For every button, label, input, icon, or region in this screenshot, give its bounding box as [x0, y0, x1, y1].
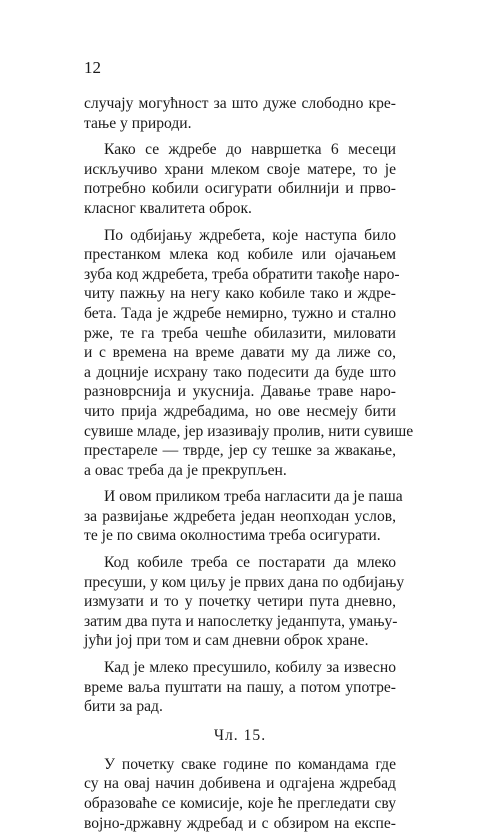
text-line: чито прија ждребадима, но ове несмеју бити: [84, 402, 396, 420]
paragraph-gap: [84, 219, 396, 226]
text-line: разноврснија и укуснија. Давање траве наро-: [84, 383, 396, 401]
text-line: те је по свима околностима треба осигурати.: [84, 527, 381, 545]
paragraph: [84, 94, 396, 133]
text-line: бити за рад.: [84, 698, 163, 716]
text-line: зуба код ждребета, треба обратити такође наро-: [84, 265, 400, 283]
text-line: образоваће се комисије, које ће прегледати сву: [84, 795, 396, 812]
text-line: јући јој при том и сам дневни оброк хране.: [84, 632, 369, 650]
text-line: По одбијању ждребета, које наступа било: [104, 226, 396, 244]
text-line: су на овај начин добивена и одгајена ждребад: [84, 775, 396, 793]
text-line: престанком млека код кобиле или ојачањем: [84, 246, 396, 264]
paragraph-gap: [84, 651, 396, 658]
text-line: тање у природи.: [84, 114, 192, 132]
text-line: Како се ждребе до навршетка 6 месеци: [104, 141, 396, 159]
text-line: Код кобиле треба се постарати да млеко: [104, 554, 396, 572]
text-line: а овас треба да је прекрупљен.: [84, 461, 287, 479]
text-line: за развијање ждребета један неопходан услов,: [84, 507, 396, 525]
paragraph: [84, 140, 396, 218]
body-text: [84, 94, 414, 833]
text-line: пресуши, у ком циљу је првих дана по одбијању: [84, 573, 405, 591]
paragraph-gap: [84, 546, 396, 553]
text-line: војно-државну ждребад и с обзиром на експе-: [84, 814, 396, 832]
section-heading: Чл. 15.: [213, 726, 267, 744]
text-line: И овом приликом треба нагласити да је паша: [104, 488, 403, 506]
text-line: Кад је млеко пресушило, кобилу за извесно: [104, 659, 396, 677]
text-line: престареле — тврде, јер су тешке за жвакање,: [84, 442, 396, 460]
paragraph-gap: [84, 133, 396, 140]
text-line: измузати и то у почетку четири пута дневно,: [84, 593, 396, 611]
page-number: 12: [84, 58, 101, 77]
text-line: читу пажњу на негу како кобиле тако и ждре-: [84, 285, 396, 303]
text-line: рже, те га треба чешће обилазити, миловати: [84, 324, 396, 342]
text-line: искључиво храни млеком своје матере, то је: [84, 160, 396, 178]
paragraph: [84, 658, 396, 717]
text-line: бета. Тада је ждребе немирно, тужно и стално: [84, 304, 396, 322]
paragraph: [84, 226, 414, 481]
text-line: класног квалитета оброк.: [84, 199, 252, 217]
text-line: а доцније исхрану тако подесити да буде што: [84, 363, 396, 381]
paragraph: [84, 755, 396, 833]
text-line: У почетку сваке године по командама где: [104, 755, 396, 773]
text-line: сувише младе, јер изазивају пролив, нити сувише: [84, 422, 414, 440]
paragraph-gap: [84, 480, 396, 487]
text-line: случају могућност за што дуже слободно кре-: [84, 95, 396, 112]
paragraph: [84, 487, 403, 546]
paragraph: [84, 553, 405, 651]
text-line: и с времена на време давати му да лиже со,: [84, 344, 396, 362]
text-line: затим два пута и напослетку једанпута, умању-: [84, 612, 398, 630]
text-line: потребно кобили осигурати обилнији и прво-: [84, 180, 396, 198]
text-line: време ваља пуштати на пашу, а потом употре-: [84, 678, 396, 696]
